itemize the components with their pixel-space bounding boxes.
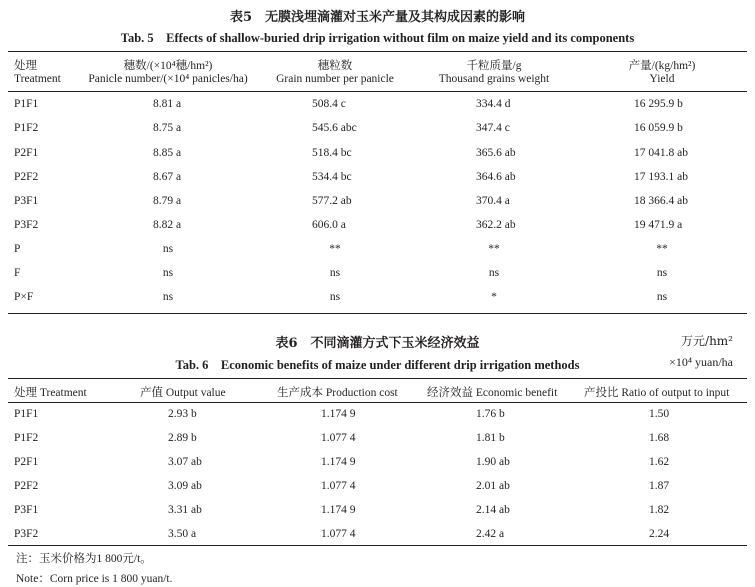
table6-cell: 1.174 9 (321, 456, 356, 468)
table5-cell: 8.82 a (153, 219, 182, 231)
table6-cell: 2.42 a (476, 528, 505, 540)
table6-cell: P3F2 (14, 528, 39, 540)
table5-cell: 8.67 a (153, 171, 182, 183)
table5-cell: 508.4 c (312, 98, 346, 110)
table6-cell: 1.62 (649, 456, 670, 468)
table6-cell: P1F1 (14, 408, 39, 420)
table5-cell: 606.0 a (312, 219, 346, 231)
table5-cell: P1F1 (14, 98, 39, 110)
table5-header-3-cn: 千粒质量/g (466, 60, 522, 72)
table6-cell: 1.077 4 (321, 528, 356, 540)
table5-cell: 17 193.1 ab (634, 171, 688, 183)
table5-bottom-rule (8, 313, 747, 314)
table6-top-rule (8, 378, 747, 379)
table6-cell: 1.90 ab (476, 456, 510, 468)
table6-header-1: 产值 Output value (140, 387, 226, 399)
table5-cell: P (14, 243, 21, 255)
table5-cell: P1F2 (14, 122, 39, 134)
table6-cell: 2.89 b (168, 432, 197, 444)
table5-header-0-en: Treatment (14, 73, 61, 85)
table6-unit-cn: 万元/hm² (681, 334, 733, 348)
table5-header-1-cn: 穗数/(×10⁴穗/hm²) (123, 60, 213, 72)
table6-cell: 2.01 ab (476, 480, 510, 492)
table5-cell: P2F1 (14, 147, 39, 159)
table5-cell: 8.75 a (153, 122, 182, 134)
table5-top-rule (8, 51, 747, 52)
table5-header-3-en: Thousand grains weight (438, 73, 550, 85)
table6-cell: 3.07 ab (168, 456, 202, 468)
table5-cell: P3F2 (14, 219, 39, 231)
table6-header-3: 经济效益 Economic benefit (427, 387, 558, 399)
table6-cell: 1.077 4 (321, 480, 356, 492)
table5-cell: ns (656, 267, 668, 279)
table6-cell: 2.93 b (168, 408, 197, 420)
table6-header-rule (8, 402, 747, 403)
table5-cell: 545.6 abc (312, 122, 357, 134)
table5-cell: ** (656, 243, 668, 255)
table6-cell: 1.82 (649, 504, 670, 516)
table5-cell: 518.4 bc (312, 147, 352, 159)
table6-cell: 1.174 9 (321, 408, 356, 420)
table5-cell: P×F (14, 291, 34, 303)
table5-cell: P3F1 (14, 195, 39, 207)
table5-cell: 347.4 c (476, 122, 510, 134)
table6-cell: 1.077 4 (321, 432, 356, 444)
table5-cell: * (491, 291, 497, 303)
table5-cell: P2F2 (14, 171, 39, 183)
table6-cell: 3.31 ab (168, 504, 202, 516)
table6-cell: 2.14 ab (476, 504, 510, 516)
table6-cell: 2.24 (649, 528, 670, 540)
table5-cell: 18 366.4 ab (634, 195, 688, 207)
table6-cell: P1F2 (14, 432, 39, 444)
table6-cell: P2F2 (14, 480, 39, 492)
table5-cell: 334.4 d (476, 98, 511, 110)
table5-cell: 17 041.8 ab (634, 147, 688, 159)
table5-header-rule (8, 91, 747, 92)
table5-cell: F (14, 267, 21, 279)
table6-caption-en: Tab. 6 Economic benefits of maize under different drip irrigation methods (175, 358, 580, 372)
table5-cell: 364.6 ab (476, 171, 516, 183)
table5-cell: ** (329, 243, 341, 255)
table5-header-1-en: Panicle number/(×10⁴ panicles/ha) (88, 73, 248, 85)
table5-header-4-cn: 产量/(kg/hm²) (628, 60, 696, 72)
table5-cell: 365.6 ab (476, 147, 516, 159)
table5-cell: ** (488, 243, 500, 255)
table5-cell: ns (488, 267, 500, 279)
table5-caption-cn: 表5 无膜浅埋滴灌对玉米产量及其构成因素的影响 (229, 10, 526, 25)
table6-cell: 1.174 9 (321, 504, 356, 516)
table5-cell: 8.81 a (153, 98, 182, 110)
table6-note-en: Note：Corn price is 1 800 yuan/t. (16, 573, 173, 585)
table6-cell: 3.50 a (168, 528, 197, 540)
table6-cell: 1.87 (649, 480, 670, 492)
table6-header-4: 产投比 Ratio of output to input (584, 387, 730, 399)
table6-unit-en: ×10⁴ yuan/ha (669, 355, 733, 369)
table5-caption-en: Tab. 5 Effects of shallow-buried drip irrigation without film on maize yield and its components (120, 31, 635, 45)
table6-cell: P2F1 (14, 456, 39, 468)
table5-cell: 8.79 a (153, 195, 182, 207)
table5-header-2-cn: 穗粒数 (317, 60, 353, 72)
table6-cell: 1.76 b (476, 408, 505, 420)
table5-cell: 577.2 ab (312, 195, 352, 207)
table6-cell: 3.09 ab (168, 480, 202, 492)
table6-note-cn: 注：玉米价格为1 800元/t。 (16, 553, 152, 565)
table6-caption-cn: 表6 不同滴灌方式下玉米经济效益 (275, 336, 480, 351)
table5-cell: ns (162, 291, 174, 303)
table5-cell: 8.85 a (153, 147, 182, 159)
table6-cell: P3F1 (14, 504, 39, 516)
table5-cell: ns (162, 243, 174, 255)
table6-bottom-rule (8, 545, 747, 546)
table5-cell: ns (329, 291, 341, 303)
table5-cell: 534.4 bc (312, 171, 352, 183)
table6-cell: 1.68 (649, 432, 670, 444)
table5-header-0-cn: 处理 (14, 60, 37, 72)
table6-header-2: 生产成本 Production cost (277, 387, 398, 399)
table6-header-0: 处理 Treatment (14, 387, 87, 399)
table5-cell: 16 295.9 b (634, 98, 683, 110)
table6-cell: 1.50 (649, 408, 670, 420)
table5-cell: 16 059.9 b (634, 122, 683, 134)
table5-cell: ns (329, 267, 341, 279)
table5-header-4-en: Yield (649, 73, 675, 85)
table5-cell: 19 471.9 a (634, 219, 683, 231)
table5-header-2-en: Grain number per panicle (276, 73, 394, 85)
table5-cell: 370.4 a (476, 195, 510, 207)
table5-cell: ns (162, 267, 174, 279)
table6-cell: 1.81 b (476, 432, 505, 444)
table5-cell: 362.2 ab (476, 219, 516, 231)
table5-cell: ns (656, 291, 668, 303)
